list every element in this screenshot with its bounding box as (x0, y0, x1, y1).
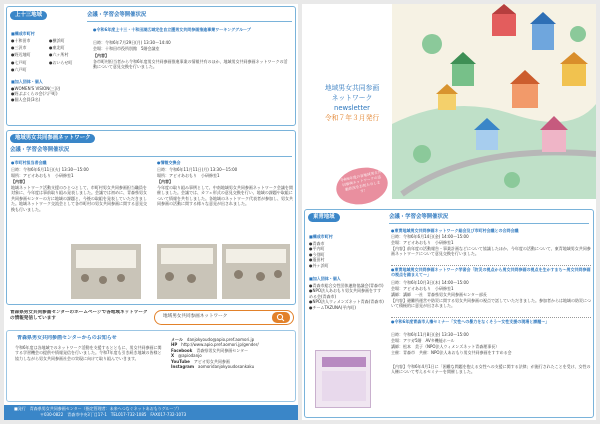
ueto-event-place: 会場：十和田市役所別館 5階会議室 (93, 46, 160, 51)
ueto-section (6, 6, 296, 126)
contact-hp[interactable]: HP http://www.apio.pref.aomori.jp/gender/ (171, 342, 259, 348)
tobu-title: 東青地域 (308, 213, 340, 222)
tobu-tag-underline (389, 223, 589, 224)
footer-publisher: ■発行 青森県男女共同参画センター（指定管理者：未来へつなぐネットあおもりグループ） (14, 406, 182, 411)
member-item: ●蓬田村 (309, 257, 325, 263)
e1-title: ●東青地域男女共同参画ネットワーク総会及び市町村会議との合同会議 (391, 228, 519, 233)
right-page (302, 4, 596, 420)
tobu-members-title: ■構成市町村 (309, 234, 333, 239)
cover-title-line4: 令和７年３月発行 (324, 113, 380, 122)
seminar-flyer (315, 350, 371, 408)
member-item: ●横浜町 (49, 38, 65, 43)
e2-speaker: 講師：講師 一社 青森県男女共同参画センター部長 (391, 292, 487, 297)
meeting-photo-3 (222, 244, 290, 299)
center-body: 令和6年度は各地域でのネットワーク活動を支援するとともに、男女共同参画に関する学習機会の提供や情報発信を行いました。令和7年度も引き続き地域の皆様と協力しながら男女共同参画社会の実現に向けて取り組んでいきます。 (15, 345, 162, 361)
contact-youtube[interactable]: YouTube アピオ男女共同参画 (171, 358, 230, 364)
homepage-text: 青森県男女共同参画センターのホームページで各地域ネットワークの情報発信しています (10, 310, 148, 322)
ueto-event-content: 各市町村担当者から令和6年度男女共同参画推進事業の情報共有のほか、地域男女共同参画ネットワークの活動について意見交換を行いました。 (93, 59, 288, 70)
e1-content: 【内容】前年度の活動報告・事業計画などについて協議したほか、今年度の活動について、東青地域男女共同参画ネットワークについて意見交換を行いました。 (391, 246, 591, 257)
member-item: ●平内町 (309, 246, 325, 252)
c2-place: 場所：アピオあおもり 小研修室1 (157, 173, 220, 178)
tobu-groups-title: ■加入団体・個人 (309, 276, 341, 281)
aoi-tag: 会議・学習会等開催状況 (10, 147, 70, 153)
cover-illustration (392, 4, 596, 199)
tobu-section (304, 209, 594, 418)
c1-place: 場所：アピオあおもり 小研修室1 (11, 173, 74, 178)
cover-title-line3: newsletter (334, 103, 370, 112)
aoi-title: 地域男女共同参画ネットワーク (10, 134, 95, 143)
ueto-groups (11, 86, 91, 116)
tobu-tag: 会議・学習会等開催状況 (389, 214, 449, 220)
footer-address: 〒030-0822 青森市中央3丁目17-1 TEL017-732-1085 FAX017-732-1073 (40, 412, 187, 417)
member-item: ●おいらせ町 (49, 59, 73, 65)
member-item: ●六戸町 (11, 66, 27, 72)
ueto-members (11, 38, 87, 74)
group-item: ●NPO法人ウィメンズネット青森(青森市) (309, 299, 384, 305)
center-contacts (171, 337, 293, 399)
cover-note: 令和6年度の各地域男女共同参画ネットワークの活動状況をお知らせします！ (339, 169, 382, 194)
contact-facebook[interactable]: Facebook 青森県男女共同参画センター (171, 347, 249, 353)
e2-date: 日時：令和6年10月3日(木) 14:00〜15:00 (391, 280, 469, 285)
group-item: ●野ぷぶくらの会(六戸町) (11, 91, 58, 97)
contact-instagram[interactable]: Instagram aomoridanjokyoudosankaku (171, 363, 255, 369)
center-section (6, 330, 296, 402)
ueto-members-title: ■構成市町村 (11, 31, 35, 36)
search-box[interactable] (154, 310, 294, 325)
search-icon (272, 312, 290, 323)
tobu-groups (309, 283, 385, 343)
group-item: ●WOMEN'S VISION(三沢) (11, 86, 61, 91)
search-label: 地域男女共同参画ネットワーク (163, 314, 228, 319)
c1-content: 地域ネットワーク活動支援のひとつとして、市町村男女共同参画担当職員を対象に、今年度は事前取り組み発表しました。会議では初めに、青森県男女共同参画センターの方に地域の課題と、今後の取組を発表していただきました。地域ネットワーク交流会として各市町村の男女共同参画に関する意見交換も行いました。 (11, 185, 147, 212)
left-page (4, 4, 298, 420)
e3-date: 日時：令和6年11月8日(金) 13:30〜15:00 (391, 332, 469, 337)
e1-date: 日時：令和6年6月14日(金) 14:00〜15:00 (391, 234, 469, 239)
e3-speaker: 講師：松本 美子（NPO法人ウィメンズネット青森理事長） (391, 344, 500, 349)
divider (391, 265, 591, 266)
c2-title: ●情報交換会 (157, 160, 181, 165)
group-item: ●個人会員(3名) (11, 96, 41, 102)
e2-title: ●東青地域男女共同参画ネットワーク学習会「防災の視点から男女共同参画の視点を生かすまち〜男女共同参画の視点を踏まえて〜」 (391, 267, 591, 278)
ueto-event-date: 日時：令和6年7月29日(月) 13:30〜14:40 (93, 40, 171, 45)
ueto-groups-title: ■加入団体・個人 (11, 79, 43, 84)
e2-content: 【内容】避難所運営や防災に関する男女共同参画の視点で話していただきました。参加者からは地域の防災について積極的に意見が出されました。 (391, 298, 591, 309)
center-title: 青森県男女共同参画センターからのお知らせ (17, 335, 117, 341)
c2-content: 今年度の取り組み事例として、中南地域男女共同参画ネットワーク会議を開催しました。会議では、カフェ形式の意見交換を行い、地域の課題や取組について情報を共有しました。各地域のネットワーク代表者が参加し、男女共同参画の活動に関する様々な意見が出されました。 (157, 185, 293, 207)
cover-title-line2: ネットワーク (331, 93, 373, 102)
c1-title: ●市町村担当者会議 (11, 160, 47, 165)
footer-bar (4, 405, 298, 420)
ueto-tag: 会議・学習会等開催状況 (87, 12, 147, 18)
member-item: ●六ヶ所村 (49, 52, 69, 58)
group-item: ●青森市総合女性団体連絡協議会(青森市) (309, 283, 384, 288)
ueto-event-content-title: 【内容】 (93, 53, 109, 58)
tobu-members (309, 241, 379, 281)
meeting-photo-2 (157, 244, 217, 299)
ueto-tag-underline (87, 21, 292, 22)
e2-place: 会場：アピオあおもり 小研修室1 (391, 286, 454, 291)
ueto-event-title: ●令和6年度上十三・十和田湖広域定住自立圏男女共同参画推進事業ワーキンググループ (93, 27, 251, 32)
member-item: ●三沢市 (11, 45, 27, 51)
contact-x[interactable]: X @apiodanjo (171, 353, 202, 359)
member-item: ●青森市 (309, 241, 325, 246)
member-item: ●野辺地町 (11, 52, 31, 58)
c1-date: 日時：令和6年6月11日(火) 13:30〜15:00 (11, 167, 89, 172)
ueto-title: 上十三地域 (10, 11, 47, 20)
e3-title: ●令和6年度青森市人権セミナー「女性への暴力をなくそう〜女性支援の現場と課題〜」 (391, 319, 550, 324)
meeting-photo-1 (71, 244, 141, 299)
divider (391, 317, 591, 318)
e3-place: 会場：アウガ5階 AV多機能ホール (391, 338, 455, 343)
c1-content-title: 【内容】 (11, 179, 27, 184)
e3-content: 【内容】令和6年4月1日に「困難な問題を抱える女性への支援に関する法律」が施行されたことを受け、女性の人権について考えるセミナーを開催しました。 (391, 364, 591, 375)
c2-date: 日時：令和6年11月11日(月) 13:30〜15:00 (157, 167, 238, 172)
member-item: ●十和田市 (11, 38, 31, 43)
aoi-section (6, 130, 296, 305)
group-item: ●NPO法人あおもり男女共同参画をすすめる会(青森市) (309, 288, 382, 299)
member-item: ●七戸町 (11, 59, 27, 65)
contact-mail[interactable]: メール danjokyoudo@apio.pref.aomori.jp (171, 337, 255, 342)
e1-place: 会場：アピオあおもり 小研修室1 (391, 240, 454, 245)
member-item: ●外ヶ浜町 (309, 262, 329, 268)
aoi-tag-underline (10, 156, 292, 157)
c2-content-title: 【内容】 (157, 179, 173, 184)
member-item: ●東北町 (49, 45, 65, 51)
cover-title-line1: 地域男女共同参画 (324, 84, 380, 92)
e3-co: 主催：青森市 共催：NPO法人あおもり男女共同参画をすすめる会 (391, 350, 512, 355)
member-item: ●今別町 (309, 251, 325, 257)
cover-title (314, 84, 390, 123)
group-item: ●チームTAZUNA(平内町) (309, 304, 356, 310)
